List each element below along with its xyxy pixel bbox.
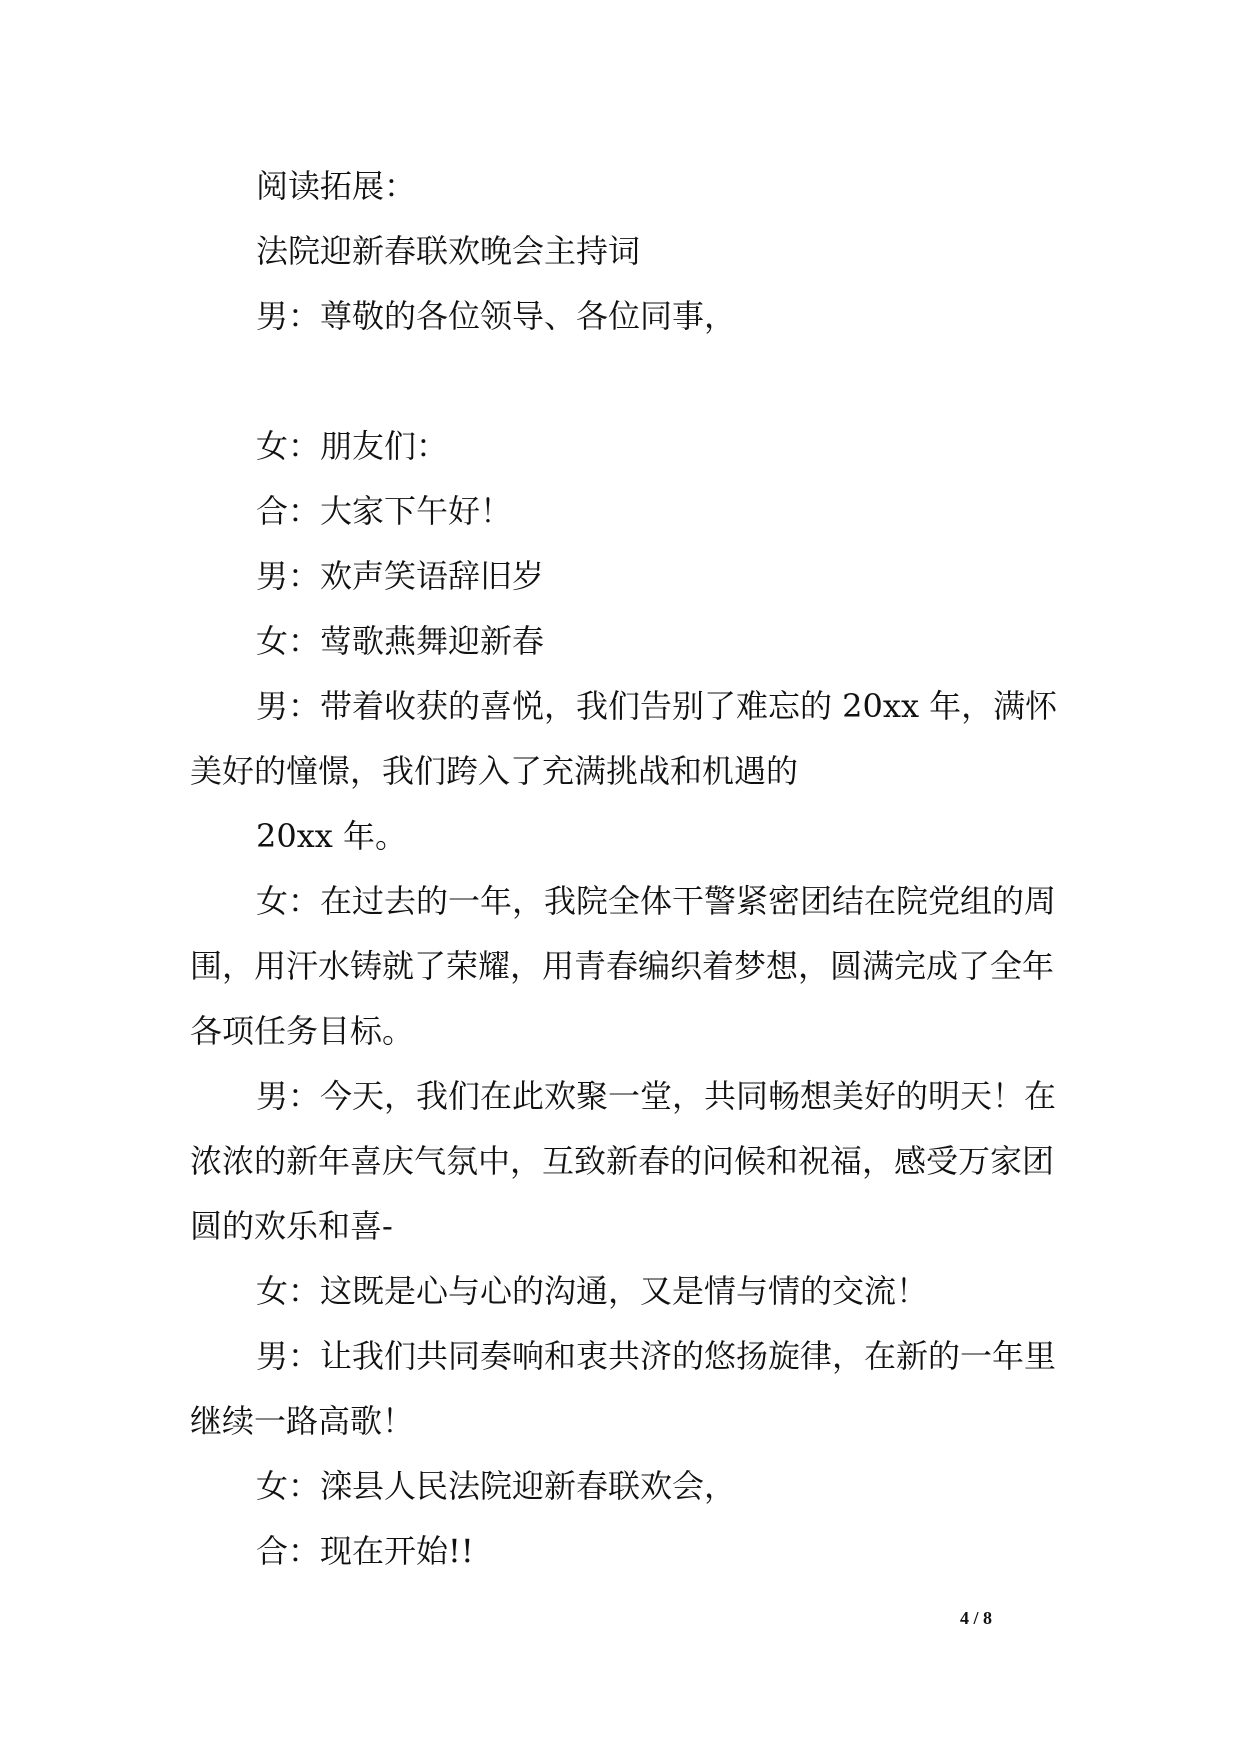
paragraph: 女：滦县人民法院迎新春联欢会， — [256, 1467, 737, 1505]
document-title: 法院迎新春联欢晚会主持词 — [256, 232, 641, 270]
paragraph: 女：莺歌燕舞迎新春 — [256, 622, 545, 660]
document-body — [190, 154, 1058, 1584]
blank-line — [190, 349, 1058, 414]
paragraph: 男：带着收获的喜悦，我们告别了难忘的 20xx 年，满怀美好的憧憬，我们跨入了充满挑战和机遇的 — [190, 687, 1058, 790]
paragraph: 男：让我们共同奏响和衷共济的悠扬旋律，在新的一年里继续一路高歌！ — [190, 1337, 1057, 1440]
paragraph: 20xx 年。 — [256, 817, 407, 855]
paragraph: 合：大家下午好！ — [256, 492, 513, 530]
paragraph: 女：朋友们： — [256, 427, 449, 465]
paragraph: 男：尊敬的各位领导、各位同事， — [256, 297, 737, 335]
page-number: 4 / 8 — [960, 1608, 993, 1628]
section-heading: 阅读拓展： — [256, 167, 417, 205]
paragraph: 男：今天，我们在此欢聚一堂，共同畅想美好的明天！在浓浓的新年喜庆气氛中，互致新春的问候和祝福，感受万家团圆的欢乐和喜- — [190, 1077, 1057, 1245]
paragraph: 女：在过去的一年，我院全体干警紧密团结在院党组的周围，用汗水铸就了荣耀，用青春编织着梦想，圆满完成了全年各项任务目标。 — [190, 882, 1057, 1050]
paragraph: 合：现在开始!! — [256, 1532, 474, 1570]
paragraph: 男：欢声笑语辞旧岁 — [256, 557, 545, 595]
paragraph: 女：这既是心与心的沟通，又是情与情的交流！ — [256, 1272, 929, 1310]
